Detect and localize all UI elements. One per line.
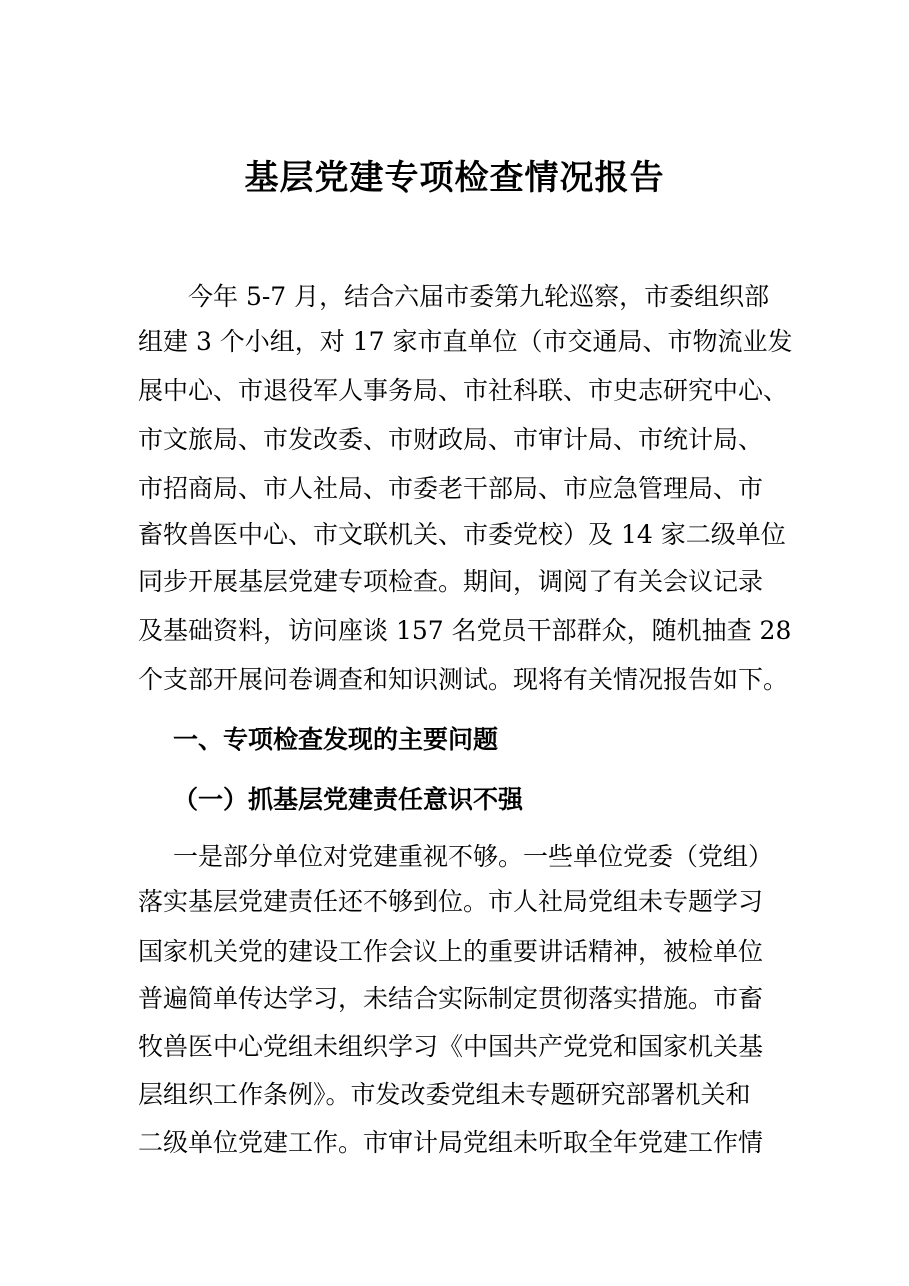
intro-line: 市招商局、市人社局、市委老干部局、市应急管理局、市	[138, 474, 764, 503]
body-line: 一是部分单位对党建重视不够。一些单位党委（党组）	[173, 842, 774, 871]
intro-line: 个支部开展问卷调查和知识测试。现将有关情况报告如下。	[138, 665, 789, 694]
body-line: 普遍简单传达学习，未结合实际制定贯彻落实措施。市畜	[138, 984, 764, 1013]
body-line: 层组织工作条例》。市发改委党组未专题研究部署机关和	[138, 1080, 751, 1109]
intro-line: 展中心、市退役军人事务局、市社科联、市史志研究中心、	[138, 376, 789, 405]
body-line: 二级单位党建工作。市审计局党组未听取全年党建工作情	[138, 1128, 764, 1157]
body-line: 国家机关党的建设工作会议上的重要讲话精神，被检单位	[138, 937, 764, 966]
intro-line: 畜牧兽医中心、市文联机关、市委党校）及 14 家二级单位	[138, 520, 786, 549]
intro-line: 及基础资料，访问座谈 157 名党员干部群众，随机抽查 28	[138, 616, 792, 645]
intro-line: 今年 5-7 月，结合六届市委第九轮巡察，市委组织部	[188, 282, 770, 311]
intro-line: 市文旅局、市发改委、市财政局、市审计局、市统计局、	[138, 425, 764, 454]
body-line: 牧兽医中心党组未组织学习《中国共产党党和国家机关基	[138, 1032, 764, 1061]
intro-line: 同步开展基层党建专项检查。期间，调阅了有关会议记录	[138, 567, 764, 596]
subsection-heading: （一）抓基层党建责任意识不强	[173, 785, 524, 814]
section-heading: 一、专项检查发现的主要问题	[173, 725, 499, 754]
body-line: 落实基层党建责任还不够到位。市人社局党组未专题学习	[138, 887, 764, 916]
document-title: 基层党建专项检查情况报告	[244, 158, 665, 198]
intro-line: 组建 3 个小组，对 17 家市直单位（市交通局、市物流业发	[138, 327, 793, 356]
